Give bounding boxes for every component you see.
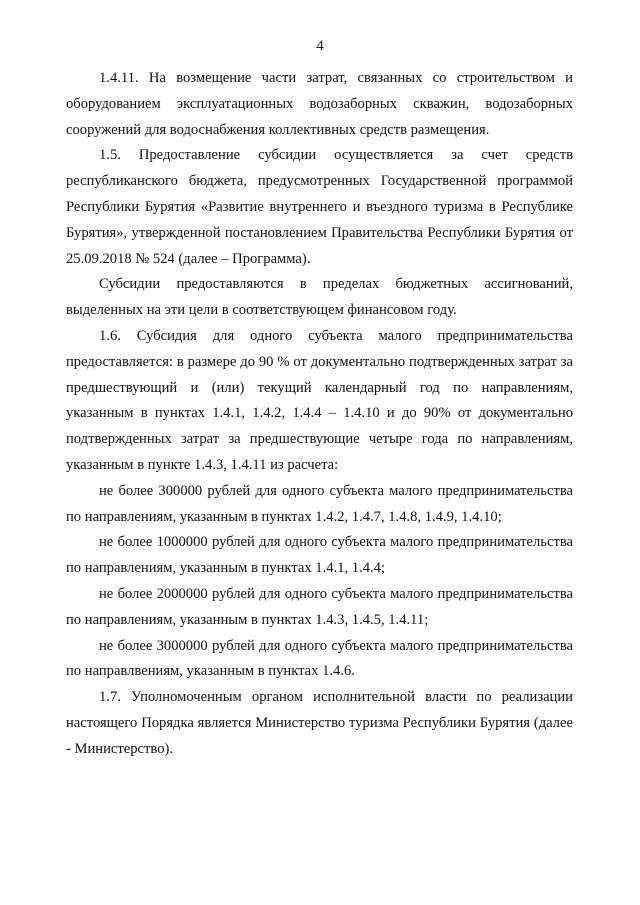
paragraph-1-5: 1.5. Предоставление субсидии осуществляется за счет средств республиканского бюджета, предусмотренных Государственной программой Республики Бурятия «Развитие внутреннего и въездного туризма в Республике Бурятия», утвержденной постановлением Правительства Республики Бурятия от 25.09.2018 № 524 (далее – Программа).: [66, 147, 573, 267]
list-item-1000000: не более 1000000 рублей для одного субъекта малого предпринимательства по направлениям, указанным в пунктах 1.4.1, 1.4.4;: [66, 534, 573, 577]
paragraph-1-6: 1.6. Субсидия для одного субъекта малого предпринимательства предоставляется: в размере до 90 % от документально подтвержденных затрат за предшествующий и (или) текущий календарный год по направлениям, указанным в пунктах 1.4.1, 1.4.2, 1.4.4 – 1.4.10 и до 90% от документально подтвержденных затрат за предшествующие четыре года по направлениям, указанным в пункте 1.4.3, 1.4.11 из расчета:: [66, 327, 573, 473]
list-item-2000000: не более 2000000 рублей для одного субъекта малого предпринимательства по направлениям, указанным в пунктах 1.4.3, 1.4.5, 1.4.11;: [66, 585, 573, 628]
list-item-300000: не более 300000 рублей для одного субъекта малого предпринимательства по направлениям, указанным в пунктах 1.4.2, 1.4.7, 1.4.8, 1.4.9, 1.4.10;: [66, 482, 573, 525]
paragraph-subsidies-limits: Субсидии предоставляются в пределах бюджетных ассигнований, выделенных на эти цели в соответствующем финансовом году.: [66, 276, 573, 319]
page-number: 4: [316, 38, 324, 54]
document-body: [66, 66, 573, 763]
list-item-3000000: не более 3000000 рублей для одного субъекта малого предпринимательства по направлвениям, указанным в пунктах 1.4.6.: [66, 637, 573, 680]
paragraph-1-4-11: 1.4.11. На возмещение части затрат, связанных со строительством и оборудованием эксплуатационных водозаборных скважин, водозаборных сооружений для водоснабжения коллективных средств размещения.: [66, 70, 573, 138]
paragraph-1-7: 1.7. Уполномоченным органом исполнительной власти по реализации настоящего Порядка является Министерство туризма Республики Бурятия (далее - Министерство).: [66, 689, 573, 757]
